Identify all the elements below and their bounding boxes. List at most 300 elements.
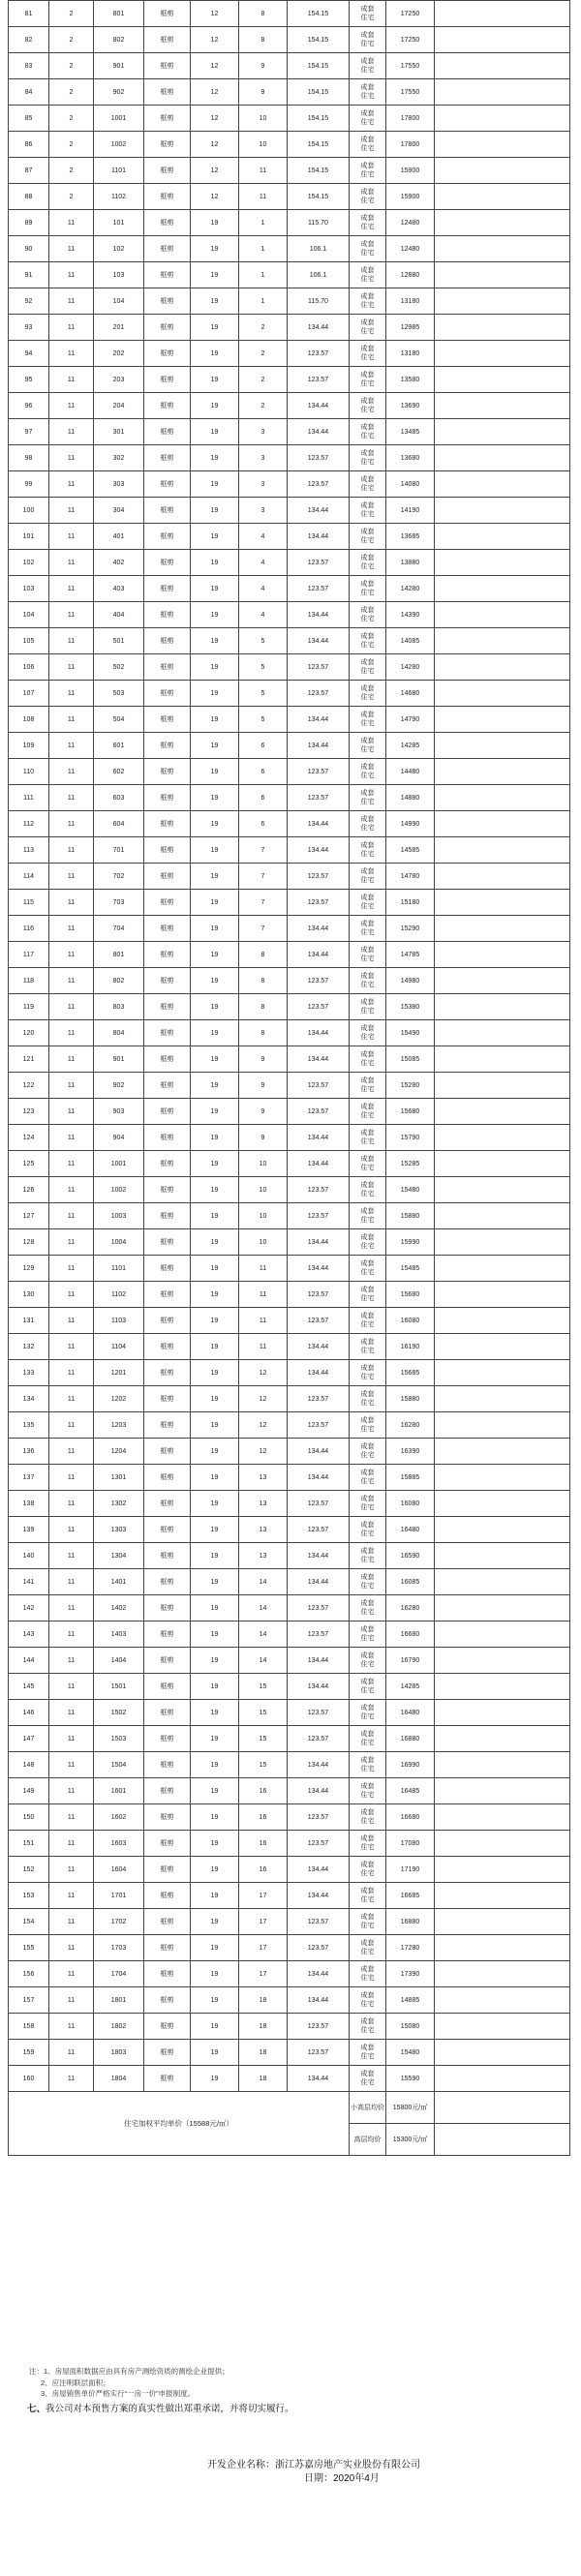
room-no-cell: 1102 [94,184,144,210]
table-row [9,53,570,79]
room-no-cell: 1401 [94,1569,144,1595]
total-floors-cell: 19 [191,1517,239,1543]
area-cell: 123.57 [288,1726,350,1752]
floor-cell: 9 [239,1073,288,1099]
row-index-cell: 143 [9,1621,49,1648]
unit-price-cell: 15280 [386,1073,435,1099]
structure-cell: 框剪 [144,1412,191,1439]
total-floors-cell: 19 [191,1256,239,1282]
floor-cell: 2 [239,315,288,341]
row-index-cell: 115 [9,890,49,916]
total-floors-cell: 19 [191,1909,239,1935]
building-no-cell: 11 [49,942,94,968]
room-no-cell: 1403 [94,1621,144,1648]
total-floors-cell: 19 [191,1125,239,1151]
note-line: 2、应注明联层面积； [41,2378,110,2387]
usage-cell: 成套 住宅 [350,550,386,576]
row-index-cell: 151 [9,1831,49,1857]
unit-price-cell: 17080 [386,1831,435,1857]
unit-price-cell: 15885 [386,1465,435,1491]
building-no-cell: 11 [49,1595,94,1621]
row-index-cell: 90 [9,236,49,262]
usage-cell: 成套 住宅 [350,498,386,524]
table-row [9,210,570,236]
floor-cell: 16 [239,1778,288,1804]
unit-price-cell: 14285 [386,1674,435,1700]
structure-cell: 框剪 [144,1831,191,1857]
usage-cell: 成套 住宅 [350,1,386,27]
table-row [9,498,570,524]
table-row [9,1674,570,1700]
total-floors-cell: 12 [191,184,239,210]
floor-cell: 1 [239,210,288,236]
row-index-cell: 104 [9,602,49,628]
usage-cell: 成套 住宅 [350,733,386,759]
usage-cell: 成套 住宅 [350,811,386,837]
unit-price-cell: 14190 [386,498,435,524]
room-no-cell: 1201 [94,1360,144,1386]
structure-cell: 框剪 [144,1073,191,1099]
area-cell: 134.44 [288,315,350,341]
total-floors-cell: 19 [191,236,239,262]
area-cell: 123.57 [288,1491,350,1517]
total-floors-cell: 19 [191,1961,239,1987]
total-floors-cell: 19 [191,1308,239,1334]
floor-cell: 8 [239,1020,288,1046]
floor-cell: 11 [239,184,288,210]
signature-date: 日期：2020年4月 [304,2473,380,2484]
area-cell: 134.44 [288,1229,350,1256]
room-no-cell: 1203 [94,1412,144,1439]
usage-cell: 成套 住宅 [350,1543,386,1569]
usage-cell: 成套 住宅 [350,236,386,262]
unit-price-cell: 13485 [386,419,435,445]
total-floors-cell: 19 [191,1020,239,1046]
total-floors-cell: 19 [191,602,239,628]
room-no-cell: 1601 [94,1778,144,1804]
room-no-cell: 804 [94,1020,144,1046]
total-floors-cell: 19 [191,1700,239,1726]
building-no-cell: 11 [49,1073,94,1099]
row-index-cell: 116 [9,916,49,942]
table-row [9,1831,570,1857]
table-row [9,1229,570,1256]
row-index-cell: 147 [9,1726,49,1752]
structure-cell: 框剪 [144,890,191,916]
area-cell: 123.57 [288,1386,350,1412]
total-floors-cell: 19 [191,837,239,864]
building-no-cell: 2 [49,106,94,132]
floor-cell: 2 [239,393,288,419]
room-no-cell: 1204 [94,1439,144,1465]
total-floors-cell: 19 [191,445,239,471]
table-row [9,1909,570,1935]
table-row [9,1,570,27]
usage-cell: 成套 住宅 [350,1256,386,1282]
floor-cell: 9 [239,1099,288,1125]
floor-cell: 7 [239,890,288,916]
usage-cell: 成套 住宅 [350,79,386,106]
structure-cell: 框剪 [144,315,191,341]
structure-cell: 框剪 [144,681,191,707]
room-no-cell: 801 [94,1,144,27]
room-no-cell: 602 [94,759,144,785]
building-no-cell: 11 [49,811,94,837]
area-cell: 123.57 [288,1831,350,1857]
floor-cell: 18 [239,2066,288,2092]
room-no-cell: 701 [94,837,144,864]
row-index-cell: 128 [9,1229,49,1256]
row-index-cell: 85 [9,106,49,132]
usage-cell: 成套 住宅 [350,994,386,1020]
section-number: 七、 [27,2404,46,2414]
structure-cell: 框剪 [144,1360,191,1386]
table-row [9,288,570,315]
usage-cell: 成套 住宅 [350,419,386,445]
row-index-cell: 138 [9,1491,49,1517]
total-floors-cell: 19 [191,811,239,837]
total-floors-cell: 19 [191,707,239,733]
unit-price-cell: 12480 [386,236,435,262]
floor-cell: 7 [239,837,288,864]
floor-cell: 16 [239,1831,288,1857]
area-cell: 134.44 [288,1046,350,1073]
area-cell: 134.44 [288,1151,350,1177]
usage-cell: 成套 住宅 [350,288,386,315]
building-no-cell: 2 [49,158,94,184]
building-no-cell: 11 [49,1020,94,1046]
total-floors-cell: 19 [191,1412,239,1439]
total-floors-cell: 19 [191,1099,239,1125]
floor-cell: 8 [239,968,288,994]
note-line: 3、房屋销售单价严格实行“一房一价”申报制度。 [41,2389,196,2398]
structure-cell: 框剪 [144,236,191,262]
unit-price-cell: 15180 [386,890,435,916]
floor-cell: 11 [239,1282,288,1308]
room-no-cell: 1001 [94,1151,144,1177]
structure-cell: 框剪 [144,1439,191,1465]
usage-cell: 成套 住宅 [350,628,386,654]
area-cell: 123.57 [288,471,350,498]
structure-cell: 框剪 [144,1229,191,1256]
unit-price-cell: 16680 [386,1804,435,1831]
signature-block [207,2459,420,2486]
floor-cell: 10 [239,106,288,132]
area-cell: 134.44 [288,602,350,628]
floor-cell: 3 [239,445,288,471]
building-no-cell: 11 [49,864,94,890]
table-row [9,1491,570,1517]
structure-cell: 框剪 [144,471,191,498]
room-no-cell: 1801 [94,1987,144,2014]
structure-cell: 框剪 [144,1987,191,2014]
row-index-cell: 98 [9,445,49,471]
total-floors-cell: 19 [191,1569,239,1595]
unit-price-cell: 15900 [386,184,435,210]
usage-cell: 成套 住宅 [350,1439,386,1465]
row-index-cell: 92 [9,288,49,315]
structure-cell: 框剪 [144,419,191,445]
structure-cell: 框剪 [144,341,191,367]
total-floors-cell: 19 [191,210,239,236]
structure-cell: 框剪 [144,1543,191,1569]
area-cell: 134.44 [288,1961,350,1987]
floor-cell: 1 [239,236,288,262]
structure-cell: 框剪 [144,1700,191,1726]
structure-cell: 框剪 [144,288,191,315]
floor-cell: 10 [239,1151,288,1177]
structure-cell: 框剪 [144,1804,191,1831]
table-row [9,707,570,733]
building-no-cell: 11 [49,1282,94,1308]
structure-cell: 框剪 [144,1334,191,1360]
table-row [9,654,570,681]
building-no-cell: 11 [49,1517,94,1543]
table-row [9,236,570,262]
floor-cell: 10 [239,1229,288,1256]
room-no-cell: 603 [94,785,144,811]
row-index-cell: 127 [9,1203,49,1229]
room-no-cell: 702 [94,864,144,890]
room-no-cell: 601 [94,733,144,759]
unit-price-cell: 14280 [386,576,435,602]
area-cell: 123.57 [288,1909,350,1935]
room-no-cell: 1302 [94,1491,144,1517]
table-row [9,341,570,367]
unit-price-cell: 14480 [386,759,435,785]
building-no-cell: 11 [49,1439,94,1465]
floor-cell: 14 [239,1648,288,1674]
row-index-cell: 103 [9,576,49,602]
total-floors-cell: 19 [191,1752,239,1778]
total-floors-cell: 12 [191,27,239,53]
row-index-cell: 157 [9,1987,49,2014]
structure-cell: 框剪 [144,1125,191,1151]
structure-cell: 框剪 [144,1857,191,1883]
row-index-cell: 129 [9,1256,49,1282]
usage-cell: 成套 住宅 [350,1987,386,2014]
room-no-cell: 901 [94,53,144,79]
usage-cell: 成套 住宅 [350,759,386,785]
building-no-cell: 2 [49,27,94,53]
structure-cell: 框剪 [144,1046,191,1073]
usage-cell: 成套 住宅 [350,2014,386,2040]
table-row [9,1778,570,1804]
unit-price-cell: 17550 [386,79,435,106]
usage-cell: 成套 住宅 [350,1778,386,1804]
usage-cell: 成套 住宅 [350,445,386,471]
structure-cell: 框剪 [144,759,191,785]
usage-cell: 成套 住宅 [350,262,386,288]
row-index-cell: 97 [9,419,49,445]
unit-price-cell: 16990 [386,1752,435,1778]
area-cell: 134.44 [288,1569,350,1595]
structure-cell: 框剪 [144,733,191,759]
usage-cell: 成套 住宅 [350,53,386,79]
area-cell: 134.44 [288,916,350,942]
table-row [9,1046,570,1073]
floor-cell: 5 [239,707,288,733]
building-no-cell: 11 [49,628,94,654]
area-cell: 134.44 [288,707,350,733]
room-no-cell: 1101 [94,158,144,184]
unit-price-cell: 16685 [386,1883,435,1909]
area-cell: 134.44 [288,1752,350,1778]
table-row [9,79,570,106]
row-index-cell: 82 [9,27,49,53]
total-floors-cell: 19 [191,654,239,681]
unit-price-cell: 16590 [386,1543,435,1569]
floor-cell: 18 [239,2040,288,2066]
unit-price-cell: 14885 [386,1987,435,2014]
usage-cell: 成套 住宅 [350,210,386,236]
usage-cell: 成套 住宅 [350,524,386,550]
room-no-cell: 304 [94,498,144,524]
row-index-cell: 133 [9,1360,49,1386]
unit-price-cell: 14085 [386,628,435,654]
structure-cell: 框剪 [144,393,191,419]
table-row [9,2014,570,2040]
table-row [9,916,570,942]
area-cell: 123.57 [288,341,350,367]
unit-price-cell: 15490 [386,1020,435,1046]
row-index-cell: 110 [9,759,49,785]
total-floors-cell: 19 [191,1831,239,1857]
area-cell: 134.44 [288,1465,350,1491]
usage-cell: 成套 住宅 [350,184,386,210]
total-floors-cell: 19 [191,471,239,498]
usage-cell: 成套 住宅 [350,1804,386,1831]
room-no-cell: 501 [94,628,144,654]
usage-cell: 成套 住宅 [350,1831,386,1857]
total-floors-cell: 19 [191,1595,239,1621]
structure-cell: 框剪 [144,994,191,1020]
room-no-cell: 1402 [94,1595,144,1621]
row-index-cell: 117 [9,942,49,968]
table-row [9,628,570,654]
area-cell: 123.57 [288,2040,350,2066]
area-cell: 134.44 [288,2066,350,2092]
row-index-cell: 150 [9,1804,49,1831]
floor-cell: 7 [239,864,288,890]
summary-value-1: 15800元/㎡ [386,2092,435,2124]
structure-cell: 框剪 [144,262,191,288]
building-no-cell: 11 [49,759,94,785]
room-no-cell: 301 [94,419,144,445]
floor-cell: 6 [239,811,288,837]
usage-cell: 成套 住宅 [350,1465,386,1491]
unit-price-cell: 13180 [386,288,435,315]
row-index-cell: 108 [9,707,49,733]
unit-price-cell: 14790 [386,707,435,733]
table-row [9,262,570,288]
usage-cell: 成套 住宅 [350,2040,386,2066]
unit-price-cell: 15880 [386,1203,435,1229]
weighted-average-label: 住宅加权平均单价（15588元/㎡） [9,2092,350,2156]
unit-price-cell: 15485 [386,1256,435,1282]
row-index-cell: 144 [9,1648,49,1674]
table-row [9,1073,570,1099]
room-no-cell: 803 [94,994,144,1020]
area-cell: 154.15 [288,132,350,158]
building-no-cell: 11 [49,498,94,524]
row-index-cell: 118 [9,968,49,994]
structure-cell: 框剪 [144,916,191,942]
room-no-cell: 1701 [94,1883,144,1909]
building-no-cell: 11 [49,1412,94,1439]
total-floors-cell: 19 [191,1543,239,1569]
row-index-cell: 135 [9,1412,49,1439]
area-cell: 134.44 [288,1674,350,1700]
row-index-cell: 159 [9,2040,49,2066]
table-row [9,445,570,471]
structure-cell: 框剪 [144,1151,191,1177]
usage-cell: 成套 住宅 [350,1569,386,1595]
floor-cell: 8 [239,1,288,27]
floor-cell: 7 [239,916,288,942]
developer-name: 开发企业名称：浙江苏嘉房地产实业股份有限公司 [207,2460,420,2470]
structure-cell: 框剪 [144,628,191,654]
row-index-cell: 88 [9,184,49,210]
usage-cell: 成套 住宅 [350,393,386,419]
floor-cell: 3 [239,498,288,524]
total-floors-cell: 12 [191,106,239,132]
table-row [9,1360,570,1386]
table-row [9,1935,570,1961]
unit-price-cell: 14585 [386,837,435,864]
structure-cell: 框剪 [144,1517,191,1543]
total-floors-cell: 19 [191,288,239,315]
floor-cell: 1 [239,262,288,288]
area-cell: 123.57 [288,1700,350,1726]
row-index-cell: 130 [9,1282,49,1308]
unit-price-cell: 16880 [386,1726,435,1752]
row-index-cell: 126 [9,1177,49,1203]
usage-cell: 成套 住宅 [350,1386,386,1412]
unit-price-cell: 13685 [386,524,435,550]
total-floors-cell: 19 [191,1046,239,1073]
usage-cell: 成套 住宅 [350,942,386,968]
building-no-cell: 11 [49,1360,94,1386]
table-row [9,1334,570,1360]
floor-cell: 2 [239,341,288,367]
area-cell: 134.44 [288,498,350,524]
floor-cell: 15 [239,1674,288,1700]
area-cell: 154.15 [288,1,350,27]
structure-cell: 框剪 [144,1674,191,1700]
building-no-cell: 11 [49,994,94,1020]
building-no-cell: 11 [49,785,94,811]
total-floors-cell: 19 [191,1151,239,1177]
total-floors-cell: 19 [191,864,239,890]
usage-cell: 成套 住宅 [350,1491,386,1517]
usage-cell: 成套 住宅 [350,1621,386,1648]
floor-cell: 3 [239,419,288,445]
area-cell: 134.44 [288,1648,350,1674]
room-no-cell: 402 [94,550,144,576]
room-no-cell: 1202 [94,1386,144,1412]
room-no-cell: 203 [94,367,144,393]
room-no-cell: 101 [94,210,144,236]
total-floors-cell: 19 [191,759,239,785]
building-no-cell: 11 [49,288,94,315]
unit-price-cell: 12985 [386,315,435,341]
unit-price-cell: 14390 [386,602,435,628]
table-row [9,733,570,759]
floor-cell: 4 [239,524,288,550]
total-floors-cell: 19 [191,681,239,707]
area-cell: 123.57 [288,1517,350,1543]
